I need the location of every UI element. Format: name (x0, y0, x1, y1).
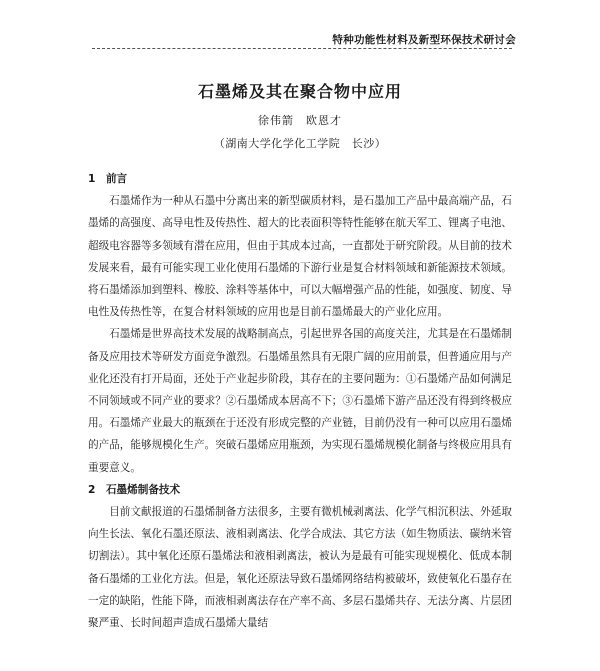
paragraph: 目前文献报道的石墨烯制备方法很多，主要有微机械剥离法、化学气相沉积法、外延取向生长法、氧化石墨还原法、液相剥离法、化学合成法、其它方法（如生物质法、碳纳米管切割法）。其中氧化还原石墨烯法和液相剥离法，被认为是最有可能实现规模化、低成本制备石墨烯的工业化方法。但是，氧化还原法导致石墨烯网络结构被破坏，致使氧化石墨存在一定的缺陷，性能下降，而液相剥离法存在产率不高、多层石墨烯共存、无法分离、片层团聚严重、长时间超声造成石墨烯大量结 (88, 506, 512, 630)
affiliation: （湖南大学化学化工学院 长沙） (213, 137, 387, 150)
authors: 徐伟箭 欧恩才 (258, 114, 342, 127)
paragraph: 石墨烯是世界高技术发展的战略制高点，引起世界各国的高度关注，尤其是在石墨烯制备及应用技术等研发方面竞争激烈。石墨烯虽然具有无限广阔的应用前景，但普通应用与产业化还没有打开局面，还处于产业起步阶段，其存在的主要问题为：①石墨烯产品如何满足不同领域或不同产业的要求？②石墨烯成本居高不下；③石墨烯下游产品还没有得到终极应用。石墨烯产业最大的瓶颈在于还没有形成完整的产业链，目前仍没有一种可以应用石墨烯的产品，能够规模化生产。突破石墨烯应用瓶颈，为实现石墨烯规模化制备与终极应用具有重要意义。 (88, 328, 512, 474)
paper-title: 石墨烯及其在聚合物中应用 (197, 82, 402, 101)
section-heading: 2 石墨烯制备技术 (88, 483, 181, 496)
article-body (88, 168, 512, 634)
paragraph: 石墨烯作为一种从石墨中分离出来的新型碳质材料，是石墨加工产品中最高端产品，石墨烯的高强度、高导电性及传热性、超大的比表面积等特性能够在航天军工、锂离子电池、超级电容器等多领域有潜在应用，但由于其成本过高，一直都处于研究阶段。从目前的技术发展来看，最有可能实现工业化使用石墨烯的下游行业是复合材料领域和新能源技术领域。将石墨烯添加到塑料、橡胶、涂料等基体中，可以大幅增强产品的性能，如强度、韧度、导电性及传热性等，在复合材料领域的应用也是目前石墨烯最大的产业化应用。 (88, 195, 512, 319)
running-header: 特种功能性材料及新型环保技术研讨会 (332, 34, 516, 46)
header-rule (92, 48, 512, 49)
section-preparation-techniques (88, 479, 512, 634)
section-heading: 1 前言 (88, 173, 128, 185)
section-introduction (88, 168, 512, 479)
